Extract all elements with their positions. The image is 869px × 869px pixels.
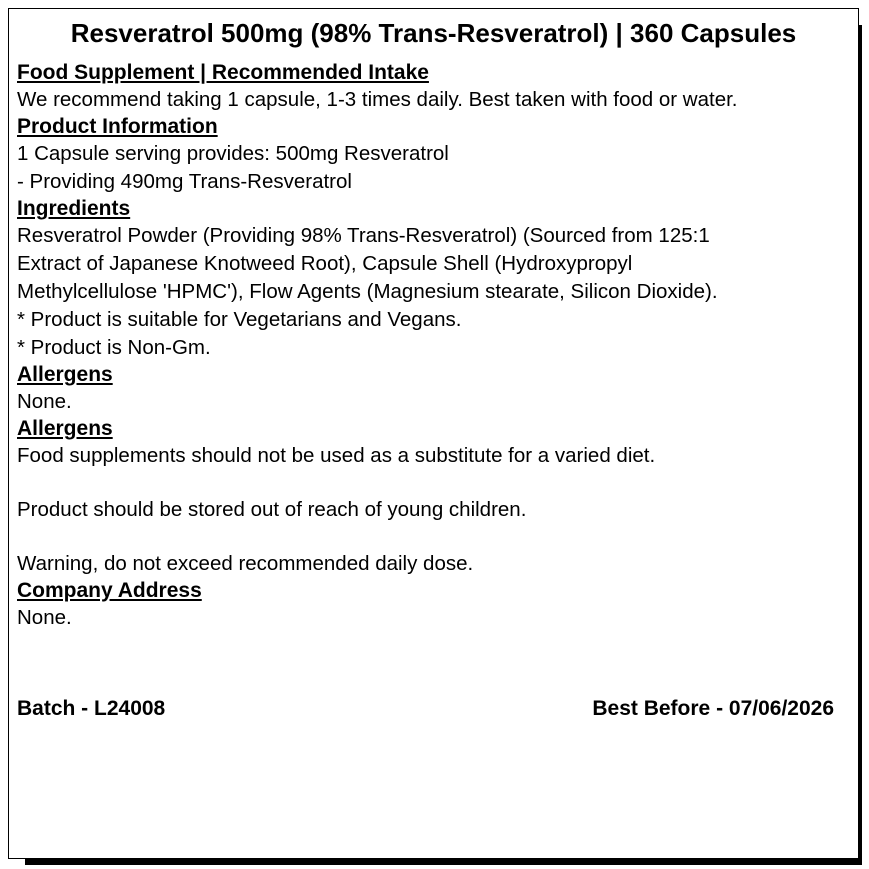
ingredients-line: Methylcellulose 'HPMC'), Flow Agents (Magnesium stearate, Silicon Dioxide). — [17, 280, 718, 303]
allergens-heading: Allergens — [17, 363, 113, 386]
best-before-date: Best Before - 07/06/2026 — [592, 697, 834, 720]
product-label — [8, 8, 859, 859]
company-address-text: None. — [17, 606, 72, 629]
spacer — [17, 524, 857, 550]
label-content — [17, 60, 857, 632]
product-info-heading: Product Information — [17, 115, 218, 138]
ingredients-line: Extract of Japanese Knotweed Root), Capsule Shell (Hydroxypropyl — [17, 252, 633, 275]
batch-number: Batch - L24008 — [17, 697, 166, 720]
ingredients-heading: Ingredients — [17, 197, 131, 220]
product-title: Resveratrol 500mg (98% Trans-Resveratrol) | 360 Capsules — [70, 18, 797, 48]
spacer — [17, 470, 857, 496]
product-info-line: 1 Capsule serving provides: 500mg Resveratrol — [17, 142, 449, 165]
product-info-line: - Providing 490mg Trans-Resveratrol — [17, 170, 352, 193]
allergens-text: None. — [17, 390, 72, 413]
company-address-heading: Company Address — [17, 579, 202, 602]
intake-text: We recommend taking 1 capsule, 1-3 times daily. Best taken with food or water. — [17, 88, 738, 111]
warning-line: Product should be stored out of reach of young children. — [17, 498, 527, 521]
intake-heading: Food Supplement | Recommended Intake — [17, 61, 429, 84]
ingredients-note: * Product is Non-Gm. — [17, 336, 211, 359]
warning-line: Warning, do not exceed recommended daily dose. — [17, 552, 474, 575]
warning-line: Food supplements should not be used as a substitute for a varied diet. — [17, 444, 656, 467]
ingredients-note: * Product is suitable for Vegetarians and Vegans. — [17, 308, 462, 331]
warnings-heading: Allergens — [17, 417, 113, 440]
ingredients-line: Resveratrol Powder (Providing 98% Trans-Resveratrol) (Sourced from 125:1 — [17, 224, 710, 247]
